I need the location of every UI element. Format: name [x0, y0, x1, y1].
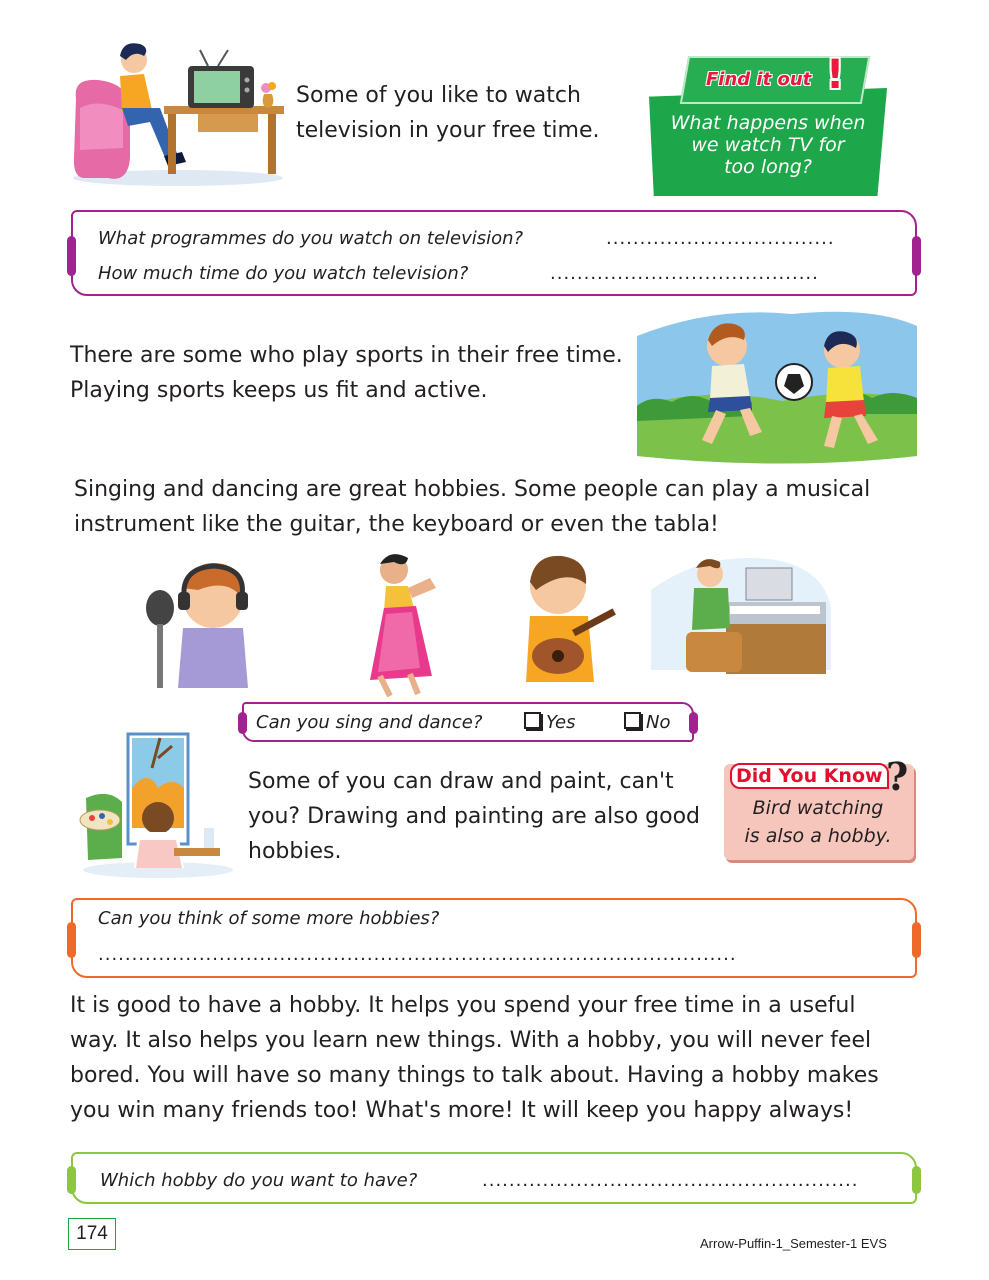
- question-mark-icon: ?: [886, 754, 909, 799]
- did-you-know-line: is also a hobby.: [744, 825, 892, 847]
- find-it-out-line: What happens when: [670, 112, 866, 134]
- did-you-know-text: [728, 794, 908, 850]
- box-tab-left: [238, 712, 247, 734]
- music-line: instrument like the guitar, the keyboard or even the tabla!: [74, 512, 719, 537]
- yes-checkbox[interactable]: [524, 712, 541, 729]
- which-hobby-answer-line[interactable]: ........................................................: [482, 1170, 859, 1191]
- box-tab-left: [67, 1166, 76, 1194]
- no-label: No: [646, 712, 671, 733]
- conclusion-line: It is good to have a hobby. It helps you spend your free time in a useful: [70, 993, 856, 1018]
- music-text: [74, 472, 870, 542]
- drawing-text: [248, 764, 700, 869]
- sports-line: Playing sports keeps us fit and active.: [70, 378, 488, 403]
- sing-question: Can you sing and dance?: [256, 712, 483, 733]
- conclusion-line: bored. You will have so many things to talk about. Having a hobby makes: [70, 1063, 879, 1088]
- sports-line: There are some who play sports in their free time.: [70, 343, 623, 368]
- find-it-out-line: too long?: [724, 156, 812, 178]
- music-line: Singing and dancing are great hobbies. Some people can play a musical: [74, 477, 871, 502]
- find-it-out-title: Find it out: [706, 69, 812, 90]
- answer-line-2[interactable]: ........................................: [550, 263, 819, 284]
- box-tab-left: [67, 922, 76, 958]
- tv-question-1: What programmes do you watch on television?: [98, 228, 524, 249]
- box-tab-right: [912, 1166, 921, 1194]
- which-hobby-question: Which hobby do you want to have?: [100, 1170, 418, 1191]
- conclusion-line: you win many friends too! What's more! It will keep you happy always!: [70, 1098, 854, 1123]
- sports-text: [70, 338, 623, 408]
- drawing-line: you? Drawing and painting are also good: [248, 804, 701, 829]
- conclusion-text: [70, 988, 879, 1128]
- box-tab-right: [912, 236, 921, 276]
- more-hobbies-question: Can you think of some more hobbies?: [98, 908, 440, 929]
- did-you-know-line: Bird watching: [752, 797, 884, 819]
- boy-playing-guitar-illustration: [506, 546, 626, 686]
- tv-text: [296, 78, 600, 148]
- conclusion-line: way. It also helps you learn new things. With a hobby, you will never feel: [70, 1028, 872, 1053]
- drawing-line: Some of you can draw and paint, can't: [248, 769, 674, 794]
- book-footer: Arrow-Puffin-1_Semester-1 EVS: [700, 1236, 887, 1251]
- did-you-know-title: Did You Know: [730, 763, 889, 789]
- page-number: 174: [68, 1218, 116, 1250]
- yes-label: Yes: [546, 712, 576, 733]
- more-hobbies-answer-line[interactable]: ...............................................................................................: [98, 944, 737, 965]
- box-tab-right: [689, 712, 698, 734]
- find-it-out-line: we watch TV for: [691, 134, 845, 156]
- girl-singing-illustration: [138, 548, 258, 688]
- girl-painting-illustration: [78, 728, 236, 880]
- boy-watching-tv-illustration: [68, 38, 288, 188]
- boys-playing-football-illustration: [632, 306, 922, 466]
- tv-question-2: How much time do you watch television?: [98, 263, 469, 284]
- tv-text-line: Some of you like to watch: [296, 83, 581, 108]
- girl-dancing-illustration: [350, 548, 450, 698]
- answer-line-1[interactable]: ..................................: [606, 228, 835, 249]
- no-option[interactable]: [624, 712, 670, 733]
- no-checkbox[interactable]: [624, 712, 641, 729]
- drawing-line: hobbies.: [248, 839, 342, 864]
- girl-playing-keyboard-illustration: [646, 550, 836, 682]
- box-tab-left: [67, 236, 76, 276]
- box-tab-right: [912, 922, 921, 958]
- find-it-out-text: [660, 112, 876, 178]
- yes-option[interactable]: [524, 712, 575, 733]
- exclamation-icon: !: [826, 52, 845, 98]
- tv-text-line: television in your free time.: [296, 118, 600, 143]
